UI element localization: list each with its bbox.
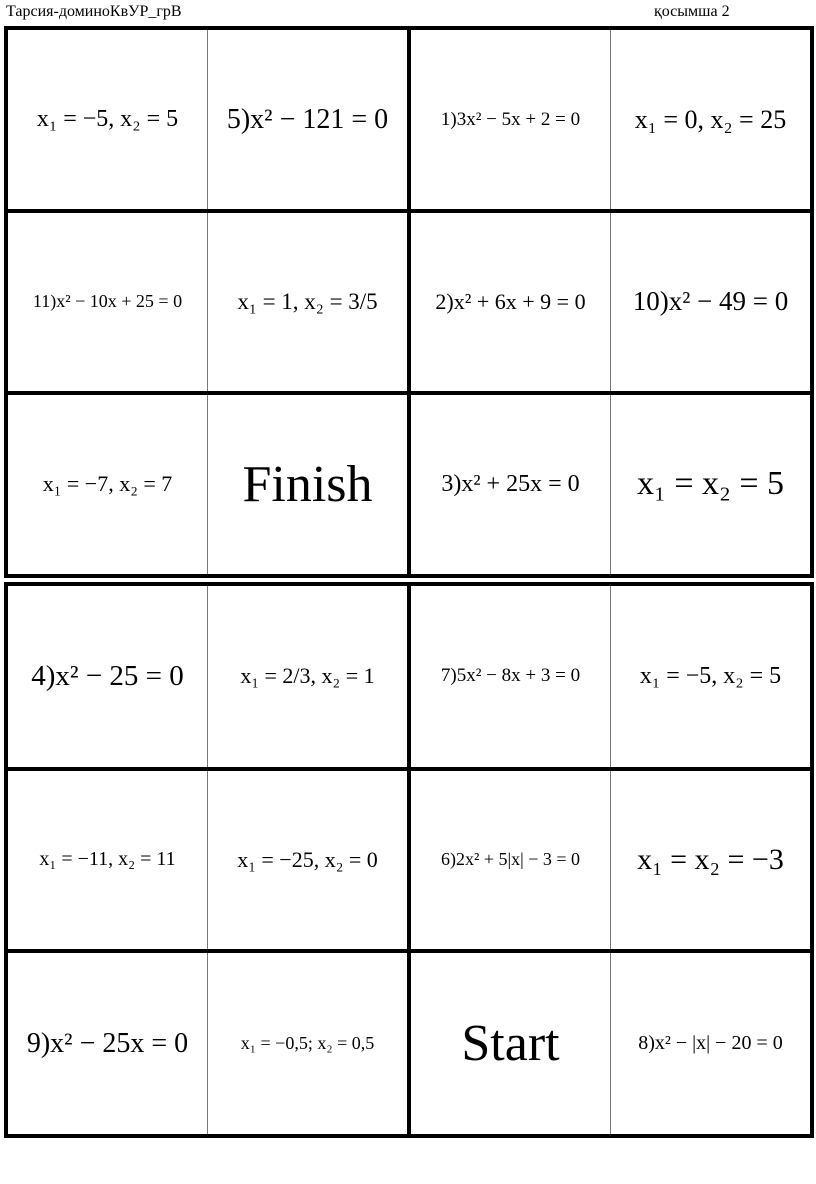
domino-half-right: 8)x² − |x| − 20 = 0	[610, 953, 810, 1134]
domino-half-right: x₁ = −25, x₂ = 0	[207, 771, 407, 950]
domino-half-left: x₁ = −11, x₂ = 11	[39, 848, 176, 871]
domino-half-left: 4)x² − 25 = 0	[31, 659, 184, 692]
domino-card	[409, 393, 810, 574]
start-label: Start	[461, 1015, 560, 1073]
domino-sheet-bottom	[4, 582, 814, 1138]
domino-half-right: x₁ = 0, x₂ = 25	[610, 30, 810, 209]
domino-half-left: x₁ = −7, x₂ = 7	[42, 471, 173, 497]
domino-half-right: x₁ = −5, x₂ = 5	[610, 586, 810, 767]
domino-card	[409, 586, 810, 769]
domino-card	[8, 393, 409, 574]
domino-half-left: x₁ = −5, x₂ = 5	[36, 106, 179, 133]
domino-half-left: 6)2x² + 5|x| − 3 = 0	[440, 849, 581, 870]
domino-card	[8, 769, 409, 952]
domino-half-right: x₁ = −0,5; x₂ = 0,5	[207, 953, 407, 1134]
domino-card	[409, 769, 810, 952]
domino-half-right: x₁ = 2/3, x₂ = 1	[207, 586, 407, 767]
header-title: Тарсия-доминоКвУР_грВ	[6, 3, 182, 20]
domino-half-right: x₁ = x₂ = −3	[610, 771, 810, 950]
domino-card	[8, 586, 409, 769]
domino-half-right: 5)x² − 121 = 0	[207, 30, 407, 209]
domino-half-left: 1)3x² − 5x + 2 = 0	[440, 108, 581, 130]
domino-half-right: 10)x² − 49 = 0	[610, 213, 810, 390]
domino-card	[409, 30, 810, 211]
domino-card	[409, 951, 810, 1134]
domino-half-left: 9)x² − 25x = 0	[26, 1027, 189, 1059]
finish-label: Finish	[207, 395, 407, 574]
domino-half-left: 2)x² + 6x + 9 = 0	[435, 288, 586, 314]
domino-card	[8, 951, 409, 1134]
domino-card	[8, 211, 409, 392]
domino-half-left: 7)5x² − 8x + 3 = 0	[440, 665, 581, 687]
header-appendix-label: қосымша 2	[654, 3, 730, 20]
domino-card	[409, 211, 810, 392]
domino-half-right: x₁ = 1, x₂ = 3/5	[207, 213, 407, 390]
domino-sheet-top	[4, 26, 814, 578]
domino-half-left: 3)x² + 25x = 0	[441, 470, 580, 497]
domino-half-right: x₁ = x₂ = 5	[610, 395, 810, 574]
domino-half-left: 11)x² − 10x + 25 = 0	[32, 291, 183, 312]
domino-card	[8, 30, 409, 211]
